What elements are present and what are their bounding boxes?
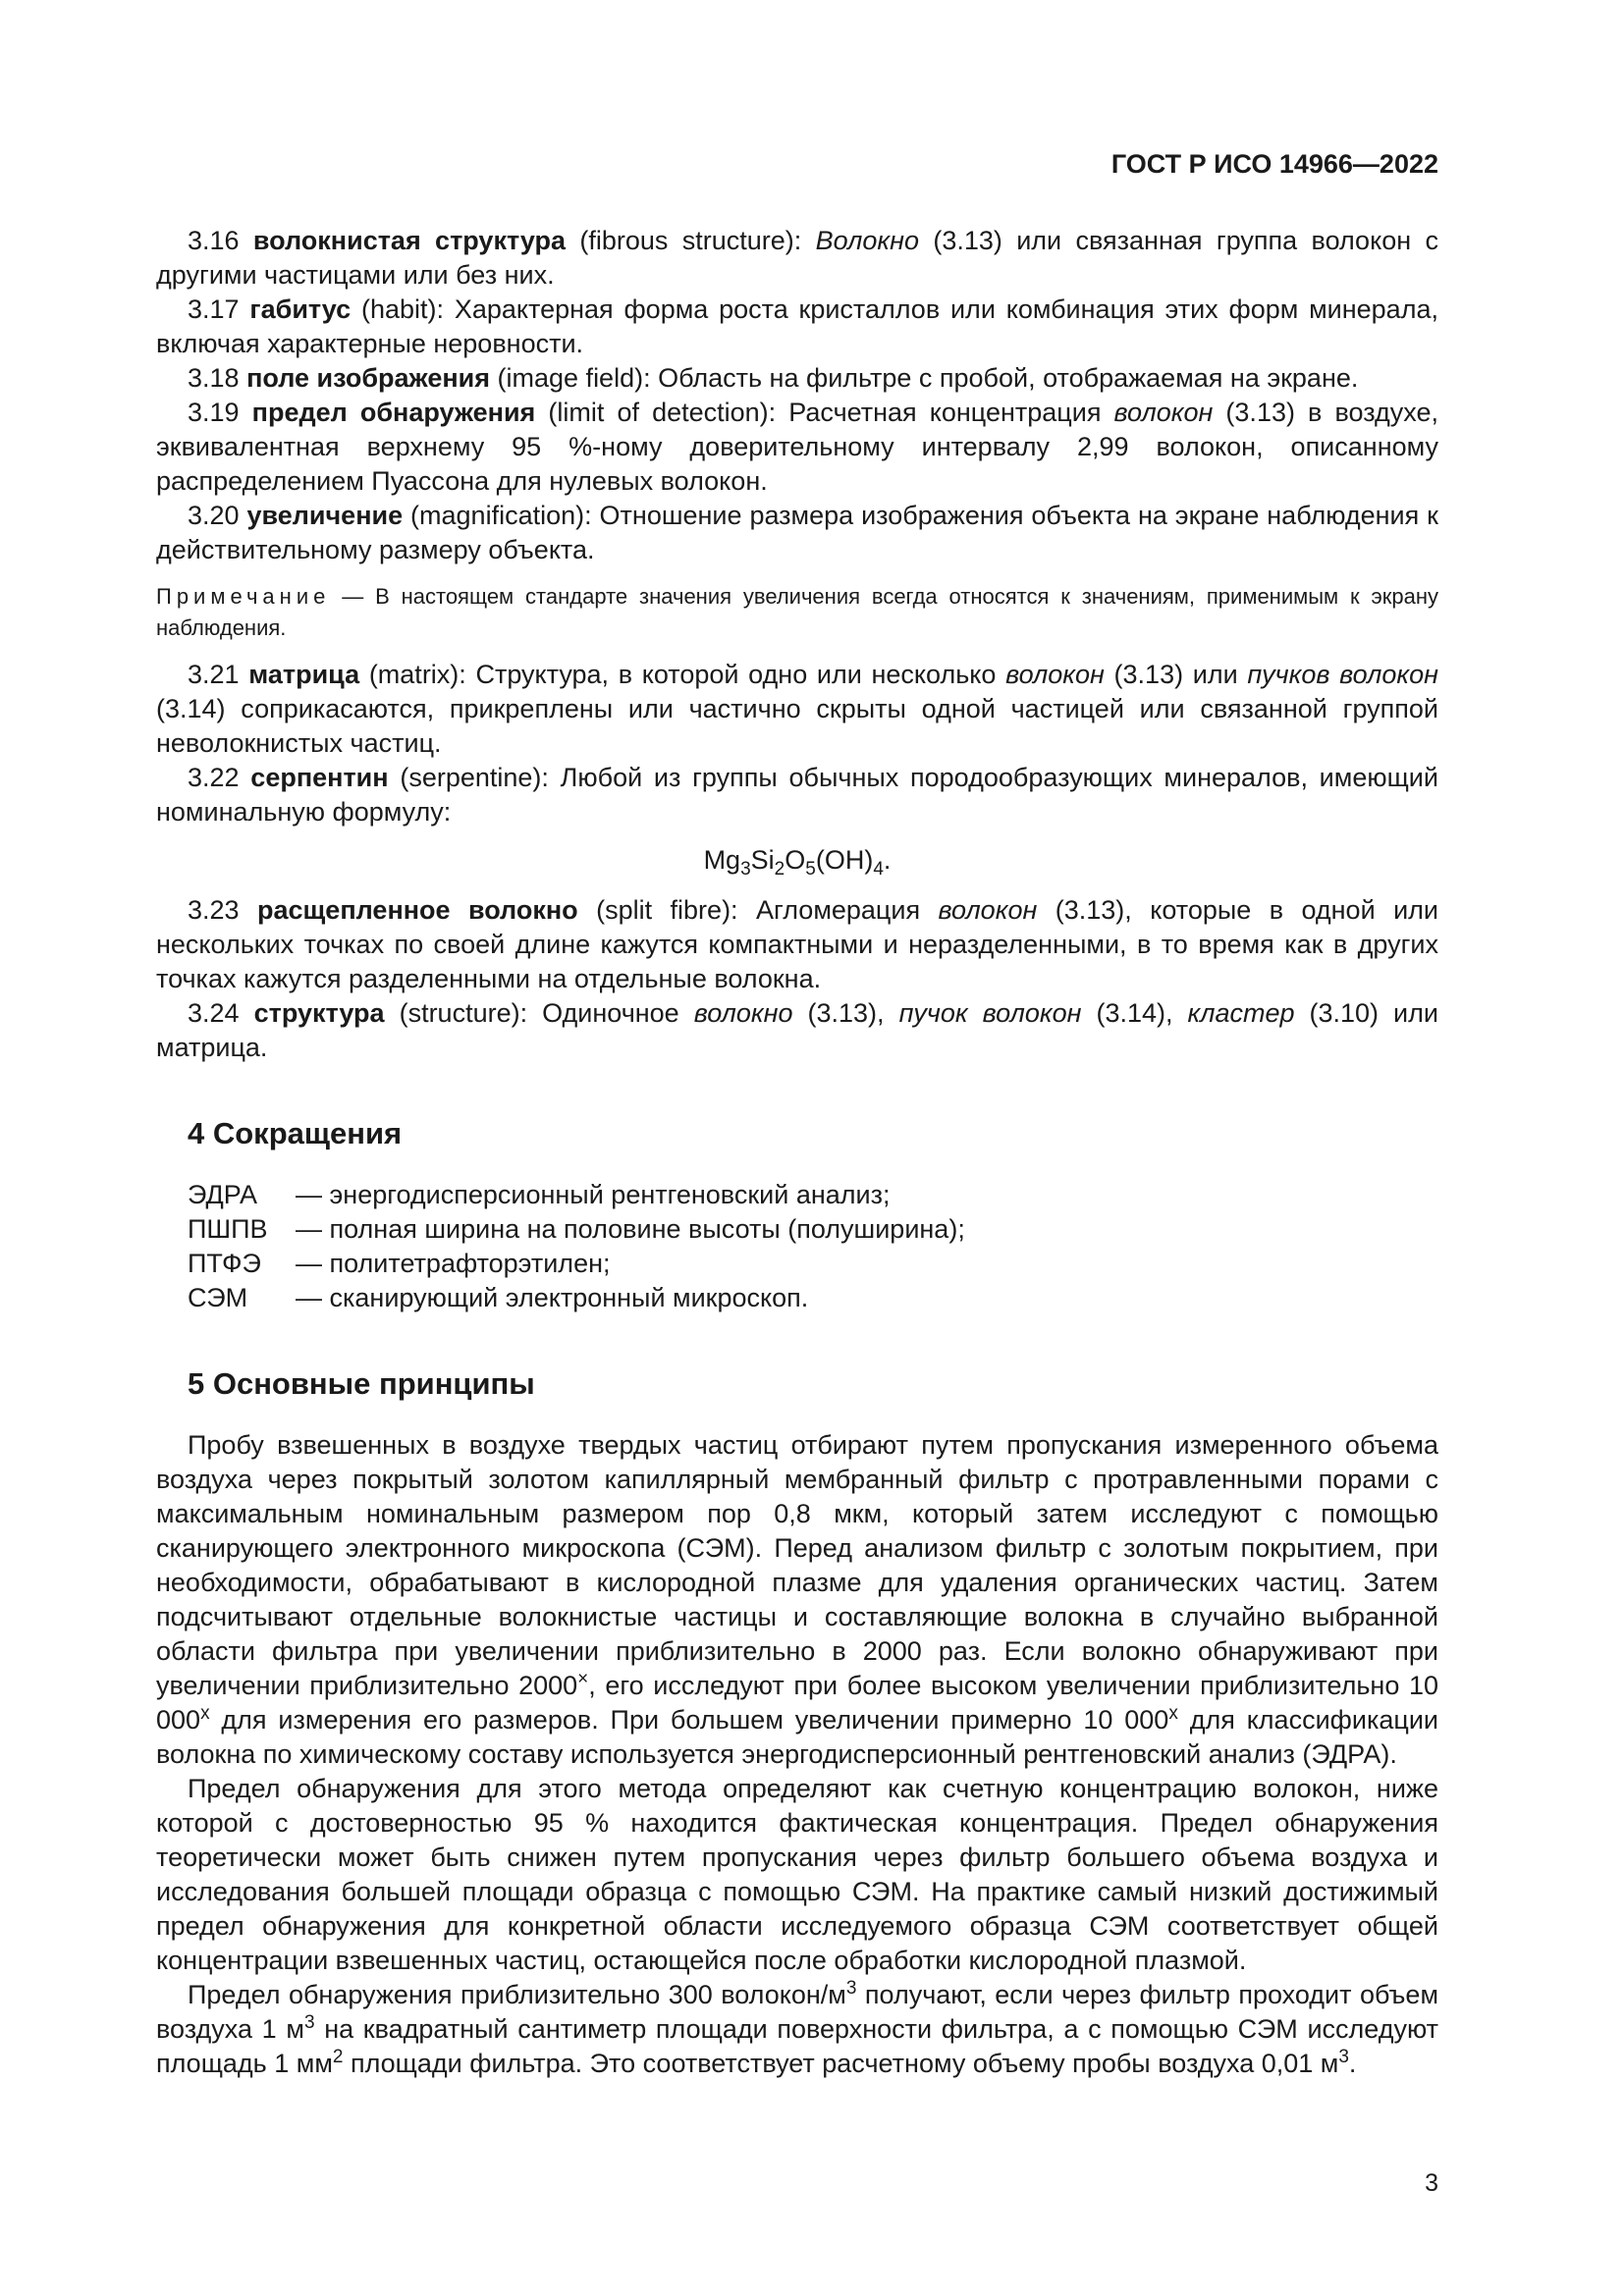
term-text: (3.10) или матрица. xyxy=(156,998,1438,1062)
term-number: 3.19 xyxy=(188,398,240,427)
superscript: x xyxy=(1168,1703,1178,1724)
paragraph-text: для измерения его размеров. При большем увеличении примерно 10 000 xyxy=(209,1705,1169,1735)
superscript: 3 xyxy=(845,1978,857,1999)
term-3-22 xyxy=(156,761,1438,829)
term-name: волокнистая структура xyxy=(252,226,567,255)
term-reference: волокно xyxy=(693,998,793,1028)
term-name: габитус xyxy=(249,294,352,324)
term-text: (3.13), которые в одной или нескольких точках по своей длине кажутся компактными и неразделенными, в то время как в других точках кажутся разделенными на отдельные волокна. xyxy=(156,895,1438,993)
term-text: Агломерация xyxy=(737,895,939,925)
superscript: 3 xyxy=(303,2012,315,2033)
term-name: структура xyxy=(253,998,385,1028)
term-english: (fibrous structure): xyxy=(579,226,802,255)
section-5-body xyxy=(156,1428,1438,2081)
document-code-header: ГОСТ Р ИСО 14966—2022 xyxy=(1110,149,1438,179)
paragraph-text: для классификации волокна по химическому составу используется энергодисперсионный рентгеновский анализ (ЭДРА). xyxy=(156,1705,1439,1769)
section-5-heading: 5 Основные принципы xyxy=(188,1366,535,1401)
term-name: расщепленное волокно xyxy=(257,895,578,925)
document-body xyxy=(156,224,1438,2081)
formula-part: . xyxy=(883,845,892,875)
term-reference: волокон xyxy=(938,895,1038,925)
abbreviation-definition: — энергодисперсионный рентгеновский анализ; xyxy=(296,1180,891,1209)
term-english: (split fibre): xyxy=(596,895,738,925)
term-reference: Волокно xyxy=(815,226,919,255)
paragraph-text: на квадратный сантиметр площади поверхности фильтра, а с помощью СЭМ исследуют площадь 1 мм xyxy=(156,2014,1438,2078)
formula-subscript: 4 xyxy=(873,859,884,880)
formula-subscript: 3 xyxy=(740,859,751,880)
section-4-heading: 4 Сокращения xyxy=(188,1116,403,1150)
paragraph xyxy=(156,1428,1438,1772)
formula-part: (OH) xyxy=(815,845,874,875)
abbreviation-term: ПШПВ xyxy=(188,1214,268,1244)
note-label: Примечание xyxy=(156,584,331,609)
paragraph-text: . xyxy=(1348,2049,1357,2078)
term-number: 3.16 xyxy=(188,226,240,255)
term-reference: пучков волокон xyxy=(1247,660,1438,689)
term-english: (limit of detection): xyxy=(548,398,777,427)
term-english: (serpentine): xyxy=(400,763,549,792)
term-3-16 xyxy=(156,224,1438,293)
term-text: (3.13) в воздухе, эквивалентная верхнему 95 %-ному доверительному интервалу 2,99 волокон, описанному распределением Пуассона для нулевых волокон. xyxy=(156,398,1438,496)
term-number: 3.17 xyxy=(188,294,240,324)
term-text: Расчетная концентрация xyxy=(776,398,1114,427)
formula-part: O xyxy=(785,845,806,875)
term-reference: кластер xyxy=(1187,998,1295,1028)
term-english: (image field): xyxy=(497,363,651,393)
paragraph-text: получают, если через фильтр проходит объем воздуха 1 м xyxy=(156,1980,1439,2044)
term-english: (matrix): xyxy=(368,660,466,689)
formula-part: Si xyxy=(750,845,775,875)
abbreviation-term: ПТФЭ xyxy=(188,1249,261,1278)
term-text: Область на фильтре с пробой, отображаемая на экране. xyxy=(650,363,1359,393)
abbreviation-item xyxy=(188,1247,1438,1281)
note xyxy=(156,581,1438,644)
term-reference: волокон xyxy=(1005,660,1105,689)
term-english: (habit): xyxy=(360,294,445,324)
paragraph xyxy=(156,1978,1438,2081)
term-name: увеличение xyxy=(246,501,404,530)
term-text: (3.13) или связанная группа волокон с другими частицами или без них. xyxy=(156,226,1438,290)
abbreviation-definition: — полная ширина на половине высоты (полуширина); xyxy=(296,1214,965,1244)
abbreviation-list xyxy=(156,1178,1438,1315)
paragraph-text: , его исследуют при более высоком увеличении приблизительно 10 000 xyxy=(156,1671,1438,1735)
term-name: серпентин xyxy=(250,763,389,792)
paragraph-text: Предел обнаружения приблизительно 300 волокон/м xyxy=(188,1980,846,2009)
term-text: (3.14), xyxy=(1081,998,1188,1028)
term-name: предел обнаружения xyxy=(251,398,536,427)
term-3-18 xyxy=(156,361,1438,396)
term-number: 3.22 xyxy=(188,763,240,792)
term-3-23 xyxy=(156,893,1438,996)
abbreviation-definition: — сканирующий электронный микроскоп. xyxy=(296,1283,809,1312)
abbreviation-term: СЭМ xyxy=(188,1283,248,1312)
term-text: Одиночное xyxy=(527,998,694,1028)
term-text: (3.13) или xyxy=(1104,660,1248,689)
term-number: 3.18 xyxy=(188,363,240,393)
term-text: Отношение размера изображения объекта на экране наблюдения к действительному размеру объекта. xyxy=(156,501,1438,564)
term-number: 3.23 xyxy=(188,895,240,925)
note-text: — В настоящем стандарте значения увеличения всегда относятся к значениям, применимым к экрану наблюдения. xyxy=(156,584,1438,640)
term-english: (magnification): xyxy=(410,501,592,530)
superscript: x xyxy=(200,1703,210,1724)
term-name: поле изображения xyxy=(246,363,491,393)
paragraph-text: площади фильтра. Это соответствует расчетному объему пробы воздуха 0,01 м xyxy=(343,2049,1339,2078)
abbreviation-definition: — политетрафторэтилен; xyxy=(296,1249,611,1278)
term-number: 3.20 xyxy=(188,501,240,530)
term-number: 3.24 xyxy=(188,998,240,1028)
page-number: 3 xyxy=(1425,2169,1438,2197)
abbreviation-item xyxy=(188,1212,1438,1247)
abbreviation-item xyxy=(188,1178,1438,1212)
term-text xyxy=(801,226,815,255)
term-3-17 xyxy=(156,293,1438,361)
abbreviation-term: ЭДРА xyxy=(188,1180,258,1209)
chemical-formula xyxy=(156,843,1438,878)
term-3-21 xyxy=(156,658,1438,761)
term-reference: пучок волокон xyxy=(898,998,1082,1028)
paragraph-text: Пробу взвешенных в воздухе твердых частиц отбирают путем пропускания измеренного объема воздуха через покрытый золотом капиллярный мембранный фильтр с протравленными порами с максимальным номинальным размером пор 0,8 мкм, который затем исследуют с помощью сканирующего электронного микроскопа (СЭМ). Перед анализом фильтр с золотым покрытием, при необходимости, обрабатывают в кислородной плазме для удаления органических частиц. Затем подсчитывают отдельные волокнистые частицы и составляющие волокна в случайно выбранной области фильтра при увеличении приблизительно в 2000 раз. Если волокно обнаруживают при увеличении приблизительно 2000 xyxy=(156,1430,1438,1700)
formula-subscript: 5 xyxy=(805,859,816,880)
superscript: × xyxy=(577,1669,589,1689)
term-text: (3.13), xyxy=(792,998,899,1028)
term-text: Характерная форма роста кристаллов или комбинация этих форм минерала, включая характерные неровности. xyxy=(156,294,1438,358)
term-text: Любой из группы обычных породообразующих минералов, имеющий номинальную формулу: xyxy=(156,763,1438,827)
superscript: 3 xyxy=(1338,2047,1349,2067)
term-3-24 xyxy=(156,996,1438,1065)
term-english: (structure): xyxy=(399,998,528,1028)
term-text: (3.14) соприкасаются, прикреплены или частично скрыты одной частицей или связанной группой неволокнистых частиц. xyxy=(156,694,1438,758)
superscript: 2 xyxy=(332,2047,344,2067)
term-3-19 xyxy=(156,396,1438,499)
term-reference: волокон xyxy=(1113,398,1214,427)
term-number: 3.21 xyxy=(188,660,240,689)
paragraph: Предел обнаружения для этого метода определяют как счетную концентрацию волокон, ниже которой с достоверностью 95 % находится фактическая концентрация. Предел обнаружения теоретически может быть снижен путем пропускания через фильтр большего объема воздуха и исследования большей площади образца с помощью СЭМ. На практике самый низкий достижимый предел обнаружения для конкретной области исследуемого образца СЭМ соответствует общей концентрации взвешенных частиц, остающейся после обработки кислородной плазмой. xyxy=(156,1774,1438,1975)
abbreviation-item xyxy=(188,1281,1438,1315)
term-3-20 xyxy=(156,499,1438,567)
term-text: Структура, в которой одно или несколько xyxy=(465,660,1006,689)
term-name: матрица xyxy=(248,660,360,689)
formula-subscript: 2 xyxy=(774,859,785,880)
formula-part: Mg xyxy=(703,845,741,875)
